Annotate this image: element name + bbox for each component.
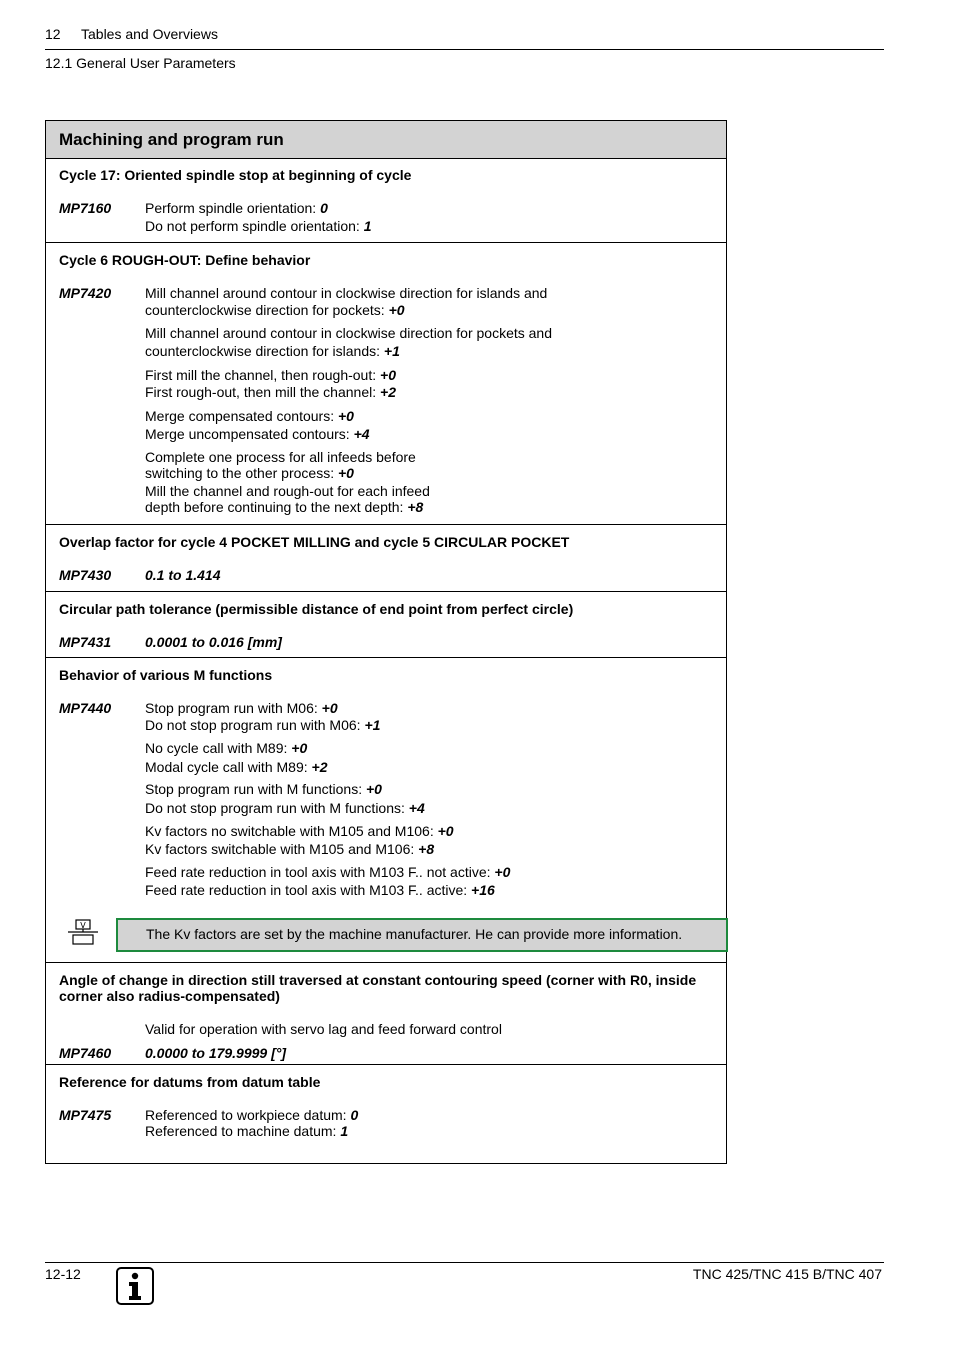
- svg-text:V: V: [80, 921, 86, 930]
- param-id-mp7475: MP7475: [59, 1107, 112, 1123]
- param-range: 0.0000 to 179.9999 [°]: [145, 1045, 287, 1061]
- param-id-mp7430: MP7430: [59, 567, 112, 583]
- param-id-mp7431: MP7431: [59, 634, 112, 650]
- param-option: Merge compensated contours: +0: [145, 408, 354, 424]
- row-divider: [46, 591, 726, 592]
- param-option: Merge uncompensated contours: +4: [145, 426, 370, 442]
- section-title-datum: Reference for datums from datum table: [59, 1074, 321, 1090]
- param-option: Complete one process for all infeeds before: [145, 449, 416, 465]
- row-divider: [46, 524, 726, 525]
- param-option: Stop program run with M06: +0: [145, 700, 338, 716]
- param-id-mp7160: MP7160: [59, 200, 112, 216]
- note-text: The Kv factors are set by the machine manufacturer. He can provide more information.: [146, 926, 683, 942]
- param-option: Stop program run with M functions: +0: [145, 781, 382, 797]
- param-option: Mill the channel and rough-out for each infeed: [145, 483, 430, 499]
- param-option: Feed rate reduction in tool axis with M103 F.. active: +16: [145, 882, 495, 898]
- param-option: Modal cycle call with M89: +2: [145, 759, 328, 775]
- row-divider: [46, 962, 726, 963]
- note-box: [116, 918, 728, 952]
- param-id-mp7440: MP7440: [59, 700, 112, 716]
- param-option: Kv factors switchable with M105 and M106: +8: [145, 841, 435, 857]
- param-option: Do not stop program run with M06: +1: [145, 717, 381, 733]
- param-option: Do not stop program run with M functions: +4: [145, 800, 425, 816]
- chapter-title: Tables and Overviews: [81, 26, 218, 42]
- param-option: Mill channel around contour in clockwise direction for islands and: [145, 285, 548, 301]
- param-description: Valid for operation with servo lag and feed forward control: [145, 1021, 502, 1037]
- param-range: 0.0001 to 0.016 [mm]: [145, 634, 282, 650]
- footer-rule: [45, 1262, 884, 1263]
- param-option: No cycle call with M89: +0: [145, 740, 308, 756]
- section-title: 12.1 General User Parameters: [45, 55, 236, 71]
- machine-manufacturer-icon: [67, 919, 99, 945]
- param-option: Feed rate reduction in tool axis with M103 F.. not active: +0: [145, 864, 511, 880]
- parameter-table: [45, 120, 727, 1164]
- row-divider: [46, 1064, 726, 1065]
- table-heading: [46, 121, 726, 159]
- table-title: Machining and program run: [59, 130, 284, 149]
- param-option: Kv factors no switchable with M105 and M106: +0: [145, 823, 454, 839]
- param-option: depth before continuing to the next depth: +8: [145, 499, 424, 515]
- param-option: Referenced to machine datum: 1: [145, 1123, 349, 1139]
- row-divider: [46, 657, 726, 658]
- param-option: Mill channel around contour in clockwise direction for pockets and: [145, 325, 552, 341]
- param-option: counterclockwise direction for pockets: +0: [145, 302, 405, 318]
- param-range: 0.1 to 1.414: [145, 567, 221, 583]
- running-header: [45, 26, 218, 42]
- section-title-cycle17: Cycle 17: Oriented spindle stop at beginning of cycle: [59, 167, 412, 183]
- param-id-mp7460: MP7460: [59, 1045, 112, 1061]
- section-title-angle: Angle of change in direction still traversed at constant contouring speed (corner with R0, inside corner also radius-compensated): [59, 972, 697, 1004]
- param-option: Do not perform spindle orientation: 1: [145, 218, 372, 234]
- info-icon: [116, 1267, 154, 1305]
- page-number: 12-12: [45, 1266, 81, 1282]
- param-option: First rough-out, then mill the channel: +2: [145, 384, 396, 400]
- section-title-overlap: Overlap factor for cycle 4 POCKET MILLING and cycle 5 CIRCULAR POCKET: [59, 534, 570, 550]
- chapter-number: 12: [45, 26, 61, 42]
- param-option: switching to the other process: +0: [145, 465, 354, 481]
- section-title-m-functions: Behavior of various M functions: [59, 667, 273, 683]
- section-title-tolerance: Circular path tolerance (permissible distance of end point from perfect circle): [59, 601, 574, 617]
- param-option: Perform spindle orientation: 0: [145, 200, 328, 216]
- param-option: counterclockwise direction for islands: +1: [145, 343, 400, 359]
- param-id-mp7420: MP7420: [59, 285, 112, 301]
- row-divider: [46, 242, 726, 243]
- param-option: First mill the channel, then rough-out: +0: [145, 367, 396, 383]
- section-title-cycle6: Cycle 6 ROUGH-OUT: Define behavior: [59, 252, 311, 268]
- product-name: TNC 425/TNC 415 B/TNC 407: [692, 1266, 882, 1282]
- param-option: Referenced to workpiece datum: 0: [145, 1107, 359, 1123]
- header-rule: [45, 49, 884, 50]
